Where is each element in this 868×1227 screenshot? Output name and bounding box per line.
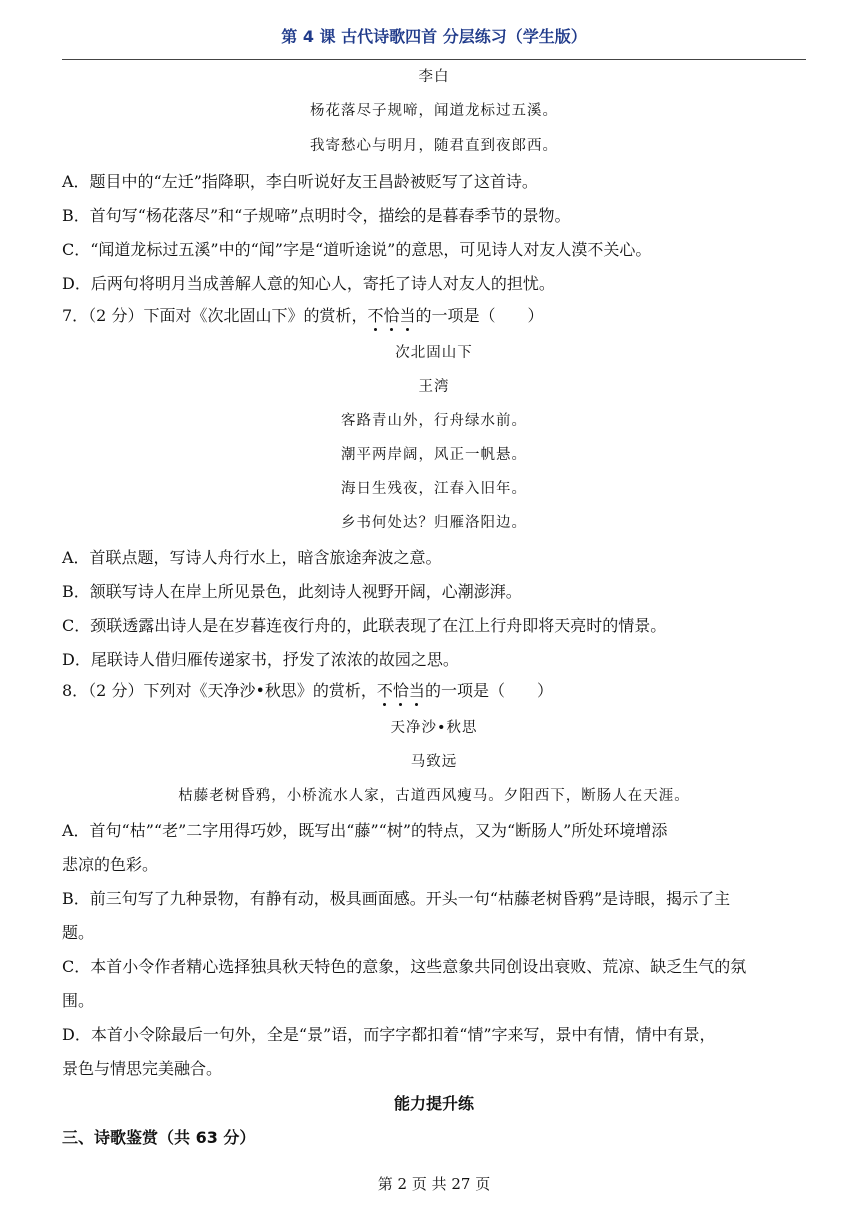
option-d-continued: 景色与情思完美融合。	[62, 1059, 223, 1078]
poem-author: 王湾	[418, 379, 450, 395]
question-7-stem	[62, 306, 806, 326]
emphasis-dot-char: 不	[376, 681, 393, 700]
section-heading: 三、诗歌鉴赏（共 63 分）	[62, 1128, 256, 1147]
question-8-stem-start: 8．（2 分）下列对《天净沙•秋思》的赏析，	[62, 681, 377, 700]
option-c-continued: 围。	[62, 991, 95, 1010]
poem-line: 海日生残夜，江春入旧年。	[341, 481, 527, 497]
question-8-stem-end: 的一项是（ ）	[424, 681, 553, 700]
option-a: A．题目中的“左迁”指降职，李白听说好友王昌龄被贬写了这首诗。	[62, 172, 538, 191]
header-divider	[62, 59, 806, 60]
poem-line: 乡书何处达？归雁洛阳边。	[341, 515, 527, 531]
emphasis-dot-char: 恰	[383, 306, 400, 325]
option-b: B．前三句写了九种景物，有静有动，极具画面感。开头一句“枯藤老树昏鸦”是诗眼，揭示了主	[62, 889, 731, 908]
option-c: C．“闻道龙标过五溪”中的“闻”字是“道听途说”的意思，可见诗人对友人漠不关心。	[62, 240, 652, 259]
option-c: C．颈联透露出诗人是在岁暮连夜行舟的，此联表现了在江上行舟即将天亮时的情景。	[62, 616, 667, 635]
emphasis-dot-char: 恰	[392, 681, 409, 700]
document-header-title: 第 4 课 古代诗歌四首 分层练习（学生版）	[281, 27, 587, 46]
question-8-stem	[62, 681, 806, 701]
poem-author: 李白	[418, 69, 450, 85]
option-d: D．尾联诗人借归雁传递家书，抒发了浓浓的故园之思。	[62, 650, 459, 669]
poem-line: 客路青山外，行舟绿水前。	[341, 413, 527, 429]
poem-title: 次北固山下	[395, 345, 473, 361]
question-7-stem-start: 7．（2 分）下面对《次北固山下》的赏析，	[62, 306, 368, 325]
section-subtitle: 能力提升练	[393, 1094, 474, 1113]
emphasis-dot-char: 不	[367, 306, 384, 325]
option-a: A．首联点题，写诗人舟行水上，暗含旅途奔波之意。	[62, 548, 442, 567]
option-b: B．首句写“杨花落尽”和“子规啼”点明时令，描绘的是暮春季节的景物。	[62, 206, 571, 225]
poem-line: 潮平两岸阔，风正一帆悬。	[341, 447, 527, 463]
poem-line: 杨花落尽子规啼，闻道龙标过五溪。	[310, 103, 558, 119]
option-a: A．首句“枯”“老”二字用得巧妙，既写出“藤”“树”的特点，又为“断肠人”所处环境增添	[62, 821, 668, 840]
option-d: D．本首小令除最后一句外，全是“景”语，而字字都扣着“情”字来写，景中有情，情中有景，	[62, 1025, 716, 1044]
option-b-continued: 题。	[62, 923, 95, 942]
poem-line: 我寄愁心与明月，随君直到夜郎西。	[310, 138, 558, 154]
poem-title: 天净沙•秋思	[390, 720, 478, 736]
option-d: D．后两句将明月当成善解人意的知心人，寄托了诗人对友人的担忧。	[62, 274, 555, 293]
poem-line: 枯藤老树昏鸦，小桥流水人家，古道西风瘦马。夕阳西下，断肠人在天涯。	[178, 788, 690, 804]
option-b: B．颔联写诗人在岸上所见景色，此刻诗人视野开阔，心潮澎湃。	[62, 582, 522, 601]
page-number: 第 2 页 共 27 页	[377, 1175, 491, 1193]
emphasis-dot-char: 当	[399, 306, 416, 325]
question-7-stem-end: 的一项是（ ）	[415, 306, 544, 325]
emphasis-dot-char: 当	[408, 681, 425, 700]
option-c: C．本首小令作者精心选择独具秋天特色的意象，这些意象共同创设出衰败、荒凉、缺乏生气的氛	[62, 957, 747, 976]
poem-author: 马致远	[410, 754, 458, 770]
option-a-continued: 悲凉的色彩。	[62, 855, 159, 874]
